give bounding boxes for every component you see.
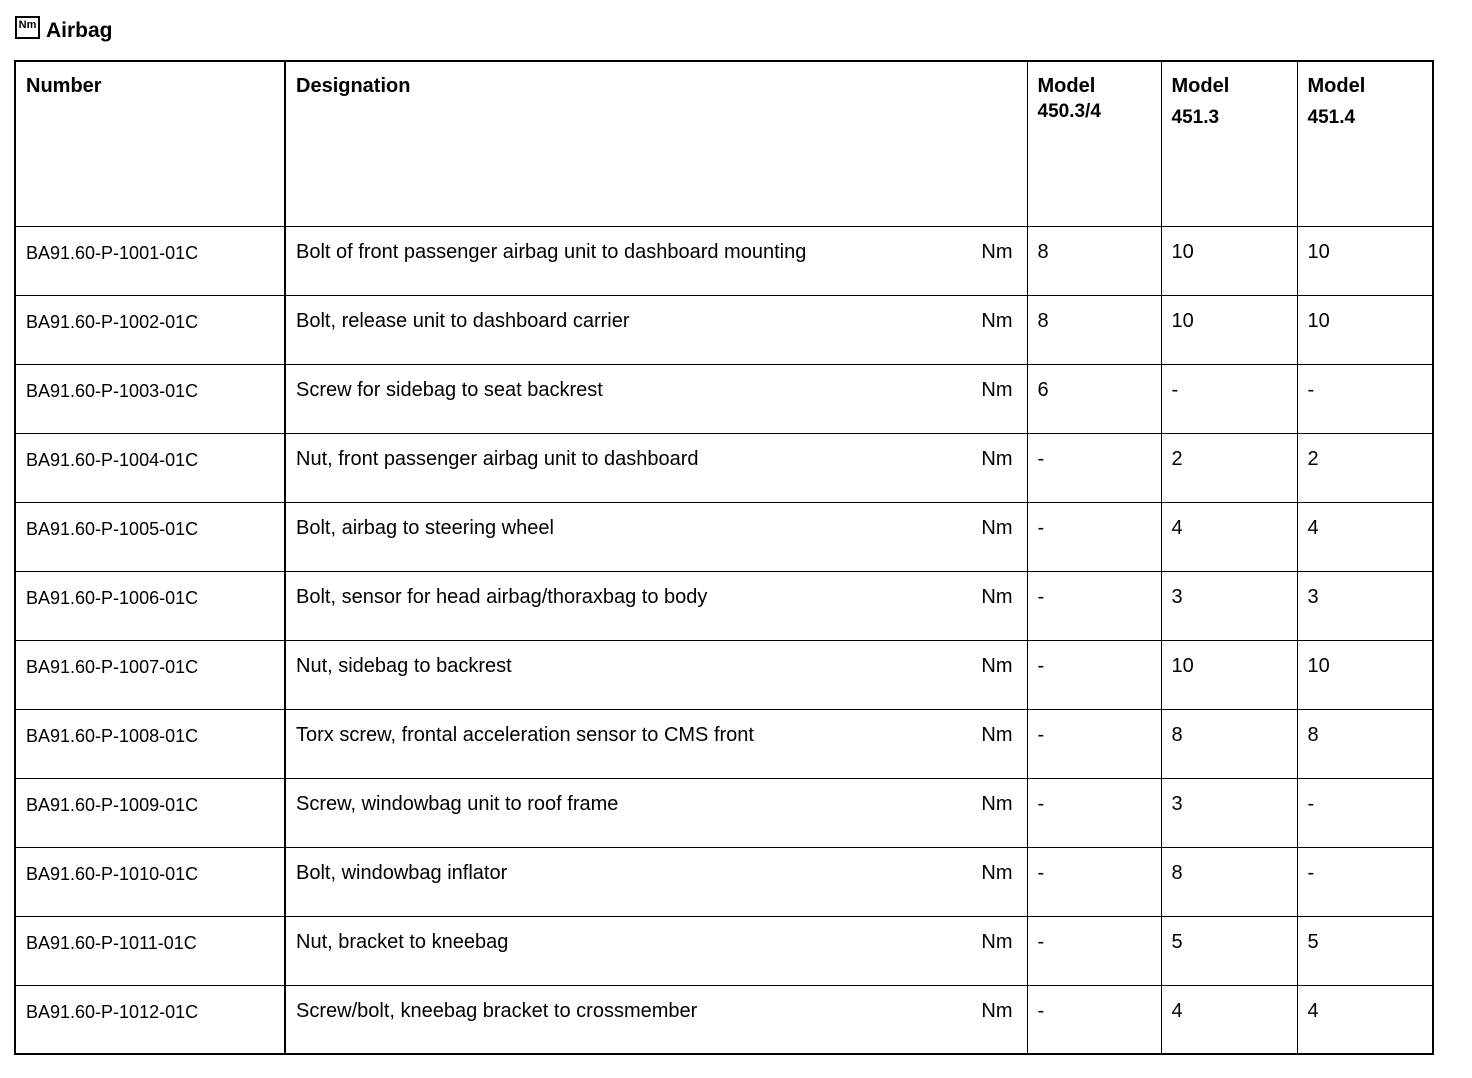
- cell-designation: [285, 502, 1027, 571]
- page-title: Airbag: [46, 19, 113, 42]
- cell-model-3-value: 5: [1297, 916, 1433, 985]
- designation-text: Nut, sidebag to backrest: [296, 654, 512, 677]
- cell-model-2-value: 2: [1161, 433, 1297, 502]
- table-row: [15, 778, 1433, 847]
- column-header-model-3: [1297, 61, 1433, 226]
- torque-table: [14, 60, 1434, 1055]
- unit-label: Nm: [981, 861, 1013, 884]
- cell-designation: [285, 847, 1027, 916]
- designation-text: Nut, bracket to kneebag: [296, 930, 509, 953]
- cell-number: BA91.60-P-1010-01C: [15, 847, 285, 916]
- cell-model-3-value: 10: [1297, 226, 1433, 295]
- unit-label: Nm: [981, 516, 1013, 539]
- model-number: 451.4: [1307, 107, 1356, 128]
- cell-number: BA91.60-P-1002-01C: [15, 295, 285, 364]
- table-row: [15, 364, 1433, 433]
- unit-label: Nm: [981, 999, 1013, 1022]
- model-label: Model: [1307, 75, 1366, 97]
- cell-model-3-value: 4: [1297, 502, 1433, 571]
- cell-number: BA91.60-P-1009-01C: [15, 778, 285, 847]
- table-row: [15, 916, 1433, 985]
- column-header-designation: Designation: [285, 61, 1027, 226]
- cell-number: BA91.60-P-1012-01C: [15, 985, 285, 1054]
- cell-model-2-value: 10: [1161, 295, 1297, 364]
- cell-number: BA91.60-P-1006-01C: [15, 571, 285, 640]
- table-row: [15, 985, 1433, 1054]
- table-row: [15, 295, 1433, 364]
- cell-model-3-value: 10: [1297, 295, 1433, 364]
- cell-designation: [285, 640, 1027, 709]
- cell-number: BA91.60-P-1011-01C: [15, 916, 285, 985]
- designation-text: Bolt, release unit to dashboard carrier: [296, 309, 630, 332]
- table-header-row: [15, 61, 1433, 226]
- unit-label: Nm: [981, 309, 1013, 332]
- cell-model-1-value: 8: [1027, 226, 1161, 295]
- cell-model-3-value: 2: [1297, 433, 1433, 502]
- cell-designation: [285, 916, 1027, 985]
- designation-text: Torx screw, frontal acceleration sensor to CMS front: [296, 723, 754, 746]
- unit-label: Nm: [981, 792, 1013, 815]
- cell-model-1-value: -: [1027, 640, 1161, 709]
- cell-model-3-value: 4: [1297, 985, 1433, 1054]
- unit-label: Nm: [981, 654, 1013, 677]
- cell-number: BA91.60-P-1005-01C: [15, 502, 285, 571]
- column-header-model-2: [1161, 61, 1297, 226]
- cell-model-1-value: -: [1027, 709, 1161, 778]
- cell-designation: [285, 295, 1027, 364]
- unit-label: Nm: [981, 930, 1013, 953]
- designation-text: Screw for sidebag to seat backrest: [296, 378, 603, 401]
- unit-label: Nm: [981, 585, 1013, 608]
- table-row: [15, 709, 1433, 778]
- cell-designation: [285, 778, 1027, 847]
- table-body: [15, 226, 1433, 1054]
- model-label: Model: [1037, 75, 1096, 97]
- cell-model-1-value: -: [1027, 778, 1161, 847]
- cell-model-1-value: -: [1027, 502, 1161, 571]
- cell-model-2-value: -: [1161, 364, 1297, 433]
- cell-model-1-value: -: [1027, 571, 1161, 640]
- page-header: [15, 14, 113, 44]
- cell-designation: [285, 226, 1027, 295]
- cell-model-1-value: -: [1027, 847, 1161, 916]
- table-row: [15, 640, 1433, 709]
- designation-text: Bolt of front passenger airbag unit to dashboard mounting: [296, 240, 807, 263]
- cell-model-1-value: 6: [1027, 364, 1161, 433]
- cell-model-2-value: 3: [1161, 778, 1297, 847]
- cell-number: BA91.60-P-1004-01C: [15, 433, 285, 502]
- cell-model-2-value: 10: [1161, 226, 1297, 295]
- unit-label: Nm: [981, 240, 1013, 263]
- unit-label: Nm: [981, 447, 1013, 470]
- cell-model-2-value: 10: [1161, 640, 1297, 709]
- cell-model-3-value: -: [1297, 364, 1433, 433]
- cell-designation: [285, 571, 1027, 640]
- cell-model-2-value: 8: [1161, 709, 1297, 778]
- cell-designation: [285, 433, 1027, 502]
- column-header-number: Number: [15, 61, 285, 226]
- cell-model-2-value: 5: [1161, 916, 1297, 985]
- cell-number: BA91.60-P-1001-01C: [15, 226, 285, 295]
- cell-designation: [285, 985, 1027, 1054]
- cell-model-1-value: 8: [1027, 295, 1161, 364]
- cell-model-1-value: -: [1027, 916, 1161, 985]
- designation-text: Screw/bolt, kneebag bracket to crossmember: [296, 999, 698, 1022]
- cell-number: BA91.60-P-1003-01C: [15, 364, 285, 433]
- table-row: [15, 502, 1433, 571]
- designation-text: Screw, windowbag unit to roof frame: [296, 792, 619, 815]
- cell-model-2-value: 4: [1161, 985, 1297, 1054]
- cell-model-3-value: 10: [1297, 640, 1433, 709]
- designation-text: Bolt, windowbag inflator: [296, 861, 508, 884]
- designation-text: Bolt, sensor for head airbag/thoraxbag to body: [296, 585, 708, 608]
- cell-number: BA91.60-P-1007-01C: [15, 640, 285, 709]
- unit-label: Nm: [981, 723, 1013, 746]
- model-label: Model: [1171, 75, 1230, 97]
- cell-designation: [285, 709, 1027, 778]
- table-row: [15, 847, 1433, 916]
- cell-model-3-value: -: [1297, 778, 1433, 847]
- table-row: [15, 226, 1433, 295]
- cell-model-3-value: -: [1297, 847, 1433, 916]
- cell-model-1-value: -: [1027, 985, 1161, 1054]
- designation-text: Bolt, airbag to steering wheel: [296, 516, 554, 539]
- torque-nm-icon: Nm: [15, 16, 40, 39]
- cell-model-3-value: 8: [1297, 709, 1433, 778]
- cell-model-3-value: 3: [1297, 571, 1433, 640]
- designation-text: Nut, front passenger airbag unit to dashboard: [296, 447, 699, 470]
- cell-designation: [285, 364, 1027, 433]
- model-number: 451.3: [1171, 107, 1220, 128]
- unit-label: Nm: [981, 378, 1013, 401]
- cell-number: BA91.60-P-1008-01C: [15, 709, 285, 778]
- cell-model-2-value: 8: [1161, 847, 1297, 916]
- model-number: 450.3/4: [1037, 101, 1101, 122]
- cell-model-2-value: 4: [1161, 502, 1297, 571]
- table-row: [15, 571, 1433, 640]
- table-row: [15, 433, 1433, 502]
- column-header-model-1: [1027, 61, 1161, 226]
- cell-model-1-value: -: [1027, 433, 1161, 502]
- cell-model-2-value: 3: [1161, 571, 1297, 640]
